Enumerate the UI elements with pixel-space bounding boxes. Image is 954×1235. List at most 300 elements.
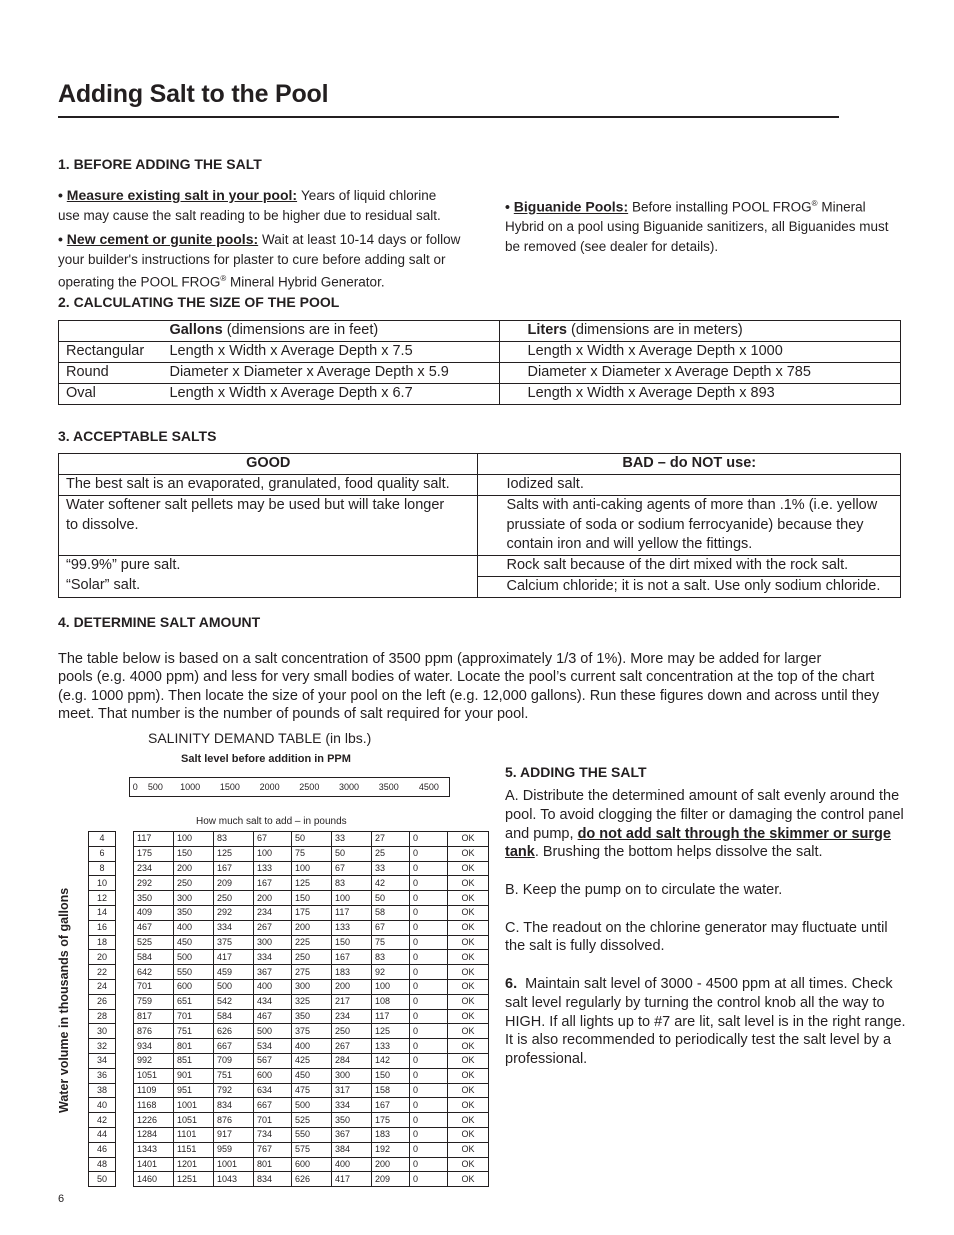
salt-pounds-cell: 1460 xyxy=(134,1172,174,1187)
salt-pounds-cell: OK xyxy=(448,1009,489,1024)
biguanide-paragraph xyxy=(505,194,905,256)
spacer-cell xyxy=(116,832,134,847)
table-row xyxy=(59,576,901,597)
ppm-header-cell: 0 xyxy=(130,778,141,797)
salt-pounds-cell: 834 xyxy=(214,1098,254,1113)
salt-pounds-cell: 67 xyxy=(372,920,410,935)
ppm-header-cell: 1500 xyxy=(210,778,250,797)
salt-pounds-cell: 567 xyxy=(254,1053,292,1068)
salt-pounds-cell: 375 xyxy=(214,935,254,950)
gallons-cell: 46 xyxy=(89,1142,116,1157)
salt-pounds-cell: 792 xyxy=(214,1083,254,1098)
table-row xyxy=(89,1053,489,1068)
table-row xyxy=(89,832,489,847)
table-row xyxy=(59,321,901,342)
table-row xyxy=(89,994,489,1009)
section-4-heading: 4. DETERMINE SALT AMOUNT xyxy=(58,614,261,630)
salt-pounds-cell: 600 xyxy=(292,1157,332,1172)
salt-pounds-cell: 325 xyxy=(292,994,332,1009)
salt-pounds-cell: 375 xyxy=(292,1024,332,1039)
gallons-cell: 44 xyxy=(89,1127,116,1142)
salt-pounds-cell: 200 xyxy=(332,979,372,994)
table-row xyxy=(89,950,489,965)
salt-pounds-cell: OK xyxy=(448,1142,489,1157)
salt-pounds-cell: 525 xyxy=(292,1113,332,1128)
salt-pounds-cell: 500 xyxy=(292,1098,332,1113)
salt-pounds-cell: 167 xyxy=(372,1098,410,1113)
gallons-cell: 12 xyxy=(89,891,116,906)
section-3-heading: 3. ACCEPTABLE SALTS xyxy=(58,428,217,444)
salt-pounds-cell: OK xyxy=(448,1157,489,1172)
salt-pounds-cell: 250 xyxy=(214,891,254,906)
salt-pounds-cell: 400 xyxy=(254,979,292,994)
spacer-cell xyxy=(116,965,134,980)
table-row xyxy=(89,1083,489,1098)
salt-pounds-cell: 183 xyxy=(332,965,372,980)
shape-cell: Rectangular xyxy=(59,342,163,363)
salt-pounds-cell: 175 xyxy=(134,846,174,861)
salt-pounds-cell: 951 xyxy=(174,1083,214,1098)
salt-pounds-cell: 467 xyxy=(254,1009,292,1024)
salt-pounds-cell: 651 xyxy=(174,994,214,1009)
salt-pounds-cell: 267 xyxy=(332,1039,372,1054)
salt-pounds-cell: 100 xyxy=(254,846,292,861)
salt-pounds-cell: 459 xyxy=(214,965,254,980)
salt-pounds-cell: 0 xyxy=(410,1009,448,1024)
salt-pounds-cell: 350 xyxy=(292,1009,332,1024)
salt-pounds-cell: 584 xyxy=(134,950,174,965)
table-row xyxy=(89,846,489,861)
cement-label: New cement or gunite pools: xyxy=(66,231,259,247)
table-row xyxy=(89,861,489,876)
salt-pounds-cell: 1401 xyxy=(134,1157,174,1172)
ppm-header-cell: 4500 xyxy=(409,778,450,797)
salt-pounds-cell: 584 xyxy=(214,1009,254,1024)
gallons-cell: 6 xyxy=(89,846,116,861)
salt-pounds-cell: 0 xyxy=(410,1039,448,1054)
salt-pounds-cell: 417 xyxy=(332,1172,372,1187)
salt-pounds-cell: OK xyxy=(448,965,489,980)
table-row xyxy=(59,454,901,475)
salt-pounds-cell: OK xyxy=(448,846,489,861)
table-row xyxy=(59,384,901,405)
salt-pounds-cell: 876 xyxy=(214,1113,254,1128)
salt-pounds-cell: 400 xyxy=(174,920,214,935)
salt-pounds-cell: OK xyxy=(448,1172,489,1187)
salt-pounds-cell: OK xyxy=(448,1113,489,1128)
salt-pounds-cell: 876 xyxy=(134,1024,174,1039)
gallons-cell: 8 xyxy=(89,861,116,876)
salt-pounds-cell: 75 xyxy=(372,935,410,950)
table-row xyxy=(89,1009,489,1024)
salt-pounds-cell: 0 xyxy=(410,905,448,920)
table-row xyxy=(89,965,489,980)
gallons-cell: 4 xyxy=(89,832,116,847)
salt-pounds-cell: 0 xyxy=(410,994,448,1009)
table-row xyxy=(89,1098,489,1113)
section-2-heading: 2. CALCULATING THE SIZE OF THE POOL xyxy=(58,294,340,310)
salt-pounds-cell: 1001 xyxy=(174,1098,214,1113)
salt-pounds-cell: 133 xyxy=(372,1039,410,1054)
salt-pounds-cell: 300 xyxy=(292,979,332,994)
salt-pounds-cell: 125 xyxy=(372,1024,410,1039)
salt-pounds-cell: 125 xyxy=(214,846,254,861)
salt-pounds-cell: 525 xyxy=(134,935,174,950)
salt-pounds-cell: 642 xyxy=(134,965,174,980)
salt-pounds-cell: OK xyxy=(448,1127,489,1142)
salt-pounds-cell: 901 xyxy=(174,1068,214,1083)
salt-pounds-cell: OK xyxy=(448,861,489,876)
page-title: Adding Salt to the Pool xyxy=(58,80,329,108)
ppm-header-row xyxy=(130,778,450,797)
salt-pounds-cell: 0 xyxy=(410,1083,448,1098)
ppm-header-cell: 3000 xyxy=(329,778,369,797)
salt-pounds-cell: 0 xyxy=(410,1157,448,1172)
bad-cell: Salts with anti-caking agents of more than .1% (i.e. yellow prussiate of soda or sodium ferrocyanide) because they contain iron and will yellow the fittings. xyxy=(478,496,901,556)
spacer-cell xyxy=(116,920,134,935)
salt-pounds-cell: OK xyxy=(448,1068,489,1083)
gallons-cell: 42 xyxy=(89,1113,116,1128)
salt-pounds-cell: 934 xyxy=(134,1039,174,1054)
liters-formula: Diameter x Diameter x Average Depth x 785 xyxy=(499,363,900,384)
salt-pounds-cell: 225 xyxy=(292,935,332,950)
measure-text-1: Years of liquid chlorine xyxy=(300,188,437,203)
salt-pounds-cell: 1151 xyxy=(174,1142,214,1157)
salt-pounds-cell: 0 xyxy=(410,1024,448,1039)
spacer-cell xyxy=(116,950,134,965)
adding-salt-instructions: A. Distribute the determined amount of salt evenly around the pool. To avoid clogging the filter or damaging the control panel and pump, do not add salt through the skimmer or surge tank. Brushing the bottom helps dissolve the salt. B. Keep the pump on to circulate the water. C. The readout on the chlorine generator may fluctuate until the salt is fully dissolved. 6. Maintain salt level of 3000 - 4500 ppm at all times. Check salt level regularly by turning the control knob all the way to HIGH. If all lights up to #7 are lit, salt level is in the right range. It is also recommended to periodically test the salt level by a professional. xyxy=(505,788,906,1068)
salt-pounds-cell: 117 xyxy=(332,905,372,920)
ppm-axis-title: Salt level before addition in PPM xyxy=(181,753,351,765)
table-row xyxy=(89,1024,489,1039)
salt-pounds-cell: 500 xyxy=(254,1024,292,1039)
spacer-cell xyxy=(116,1142,134,1157)
salt-pounds-cell: 1343 xyxy=(134,1142,174,1157)
spacer-cell xyxy=(116,846,134,861)
salt-pounds-cell: 125 xyxy=(292,876,332,891)
salt-pounds-cell: 600 xyxy=(254,1068,292,1083)
salt-pounds-cell: 50 xyxy=(292,832,332,847)
table-row xyxy=(59,342,901,363)
table-row xyxy=(89,920,489,935)
cement-text-3a: operating the POOL FROG xyxy=(58,274,221,290)
salt-pounds-cell: 284 xyxy=(332,1053,372,1068)
salt-pounds-cell: 0 xyxy=(410,935,448,950)
salt-pounds-cell: 751 xyxy=(174,1024,214,1039)
ppm-header-table xyxy=(129,777,450,797)
shape-cell: Oval xyxy=(59,384,163,405)
salt-pounds-cell: 167 xyxy=(214,861,254,876)
row-axis-title: Water volume in thousands of gallons xyxy=(57,887,71,1113)
salt-pounds-cell: 817 xyxy=(134,1009,174,1024)
salt-pounds-cell: 133 xyxy=(254,861,292,876)
salt-pounds-cell: OK xyxy=(448,920,489,935)
spacer-cell xyxy=(116,1113,134,1128)
table-row xyxy=(89,1157,489,1172)
gallons-formula: Diameter x Diameter x Average Depth x 5.9 xyxy=(162,363,499,384)
table-row xyxy=(89,1039,489,1054)
salt-pounds-cell: 550 xyxy=(174,965,214,980)
salt-pounds-cell: 1226 xyxy=(134,1113,174,1128)
salt-pounds-cell: 334 xyxy=(254,950,292,965)
ppm-header-cell: 2500 xyxy=(289,778,329,797)
salt-pounds-cell: 400 xyxy=(292,1039,332,1054)
salt-pounds-cell: 534 xyxy=(254,1039,292,1054)
ppm-header-cell: 3500 xyxy=(369,778,409,797)
salt-pounds-cell: 959 xyxy=(214,1142,254,1157)
salt-pounds-cell: 292 xyxy=(134,876,174,891)
salt-pounds-cell: 150 xyxy=(332,935,372,950)
salt-pounds-cell: 67 xyxy=(332,861,372,876)
salt-pounds-cell: 450 xyxy=(292,1068,332,1083)
salt-pounds-cell: 409 xyxy=(134,905,174,920)
salt-pounds-cell: 300 xyxy=(174,891,214,906)
salt-pounds-cell: 217 xyxy=(332,994,372,1009)
biguanide-text-3: be removed (see dealer for details). xyxy=(505,238,719,254)
salt-pounds-cell: 0 xyxy=(410,1127,448,1142)
spacer-cell xyxy=(116,876,134,891)
ppm-header-cell: 2000 xyxy=(250,778,290,797)
page-number: 6 xyxy=(58,1193,65,1205)
salt-pounds-cell: 0 xyxy=(410,832,448,847)
section-1-heading: 1. BEFORE ADDING THE SALT xyxy=(58,156,262,172)
table-row xyxy=(89,1142,489,1157)
gallons-cell: 10 xyxy=(89,876,116,891)
section-5-heading: 5. ADDING THE SALT xyxy=(505,764,647,780)
salt-pounds-cell: 759 xyxy=(134,994,174,1009)
salt-pounds-cell: 1109 xyxy=(134,1083,174,1098)
salt-pounds-cell: 550 xyxy=(292,1127,332,1142)
salt-pounds-cell: 734 xyxy=(254,1127,292,1142)
bad-cell: Iodized salt. xyxy=(478,475,901,496)
salt-pounds-cell: 434 xyxy=(254,994,292,1009)
salt-pounds-cell: OK xyxy=(448,1053,489,1068)
salt-pounds-cell: 542 xyxy=(214,994,254,1009)
salt-pounds-cell: 667 xyxy=(254,1098,292,1113)
salt-pounds-cell: 450 xyxy=(174,935,214,950)
good-cell: “99.9%” pure salt. xyxy=(59,555,478,576)
salt-pounds-cell: 350 xyxy=(134,891,174,906)
empty-cell xyxy=(59,321,163,342)
salt-pounds-cell: 50 xyxy=(372,891,410,906)
salt-pounds-cell: 851 xyxy=(174,1053,214,1068)
measure-text-2: use may cause the salt reading to be higher due to residual salt. xyxy=(58,207,441,223)
table-row xyxy=(89,935,489,950)
salt-pounds-cell: OK xyxy=(448,950,489,965)
salt-pounds-cell: 1284 xyxy=(134,1127,174,1142)
salt-pounds-cell: 200 xyxy=(174,861,214,876)
salt-pounds-cell: 575 xyxy=(292,1142,332,1157)
ppm-header-cell: 500 xyxy=(140,778,170,797)
salt-pounds-cell: 117 xyxy=(372,1009,410,1024)
salt-pounds-cell: 150 xyxy=(292,891,332,906)
salt-pounds-cell: 83 xyxy=(214,832,254,847)
salt-pounds-cell: 400 xyxy=(332,1157,372,1172)
measure-salt-paragraph xyxy=(58,186,478,225)
salt-pounds-cell: 300 xyxy=(254,935,292,950)
salt-pounds-cell: 425 xyxy=(292,1053,332,1068)
bullet: • xyxy=(58,187,63,203)
salt-pounds-cell: 317 xyxy=(332,1083,372,1098)
salt-pounds-cell: 384 xyxy=(332,1142,372,1157)
salt-pounds-cell: 67 xyxy=(254,832,292,847)
shape-cell: Round xyxy=(59,363,163,384)
salt-pounds-cell: 133 xyxy=(332,920,372,935)
biguanide-text-1b: Mineral xyxy=(821,199,866,215)
salt-pounds-cell: 158 xyxy=(372,1083,410,1098)
spacer-cell xyxy=(116,1127,134,1142)
salt-pounds-cell: 83 xyxy=(372,950,410,965)
salt-pounds-cell: 200 xyxy=(292,920,332,935)
salt-pounds-cell: 0 xyxy=(410,1068,448,1083)
salt-pounds-cell: OK xyxy=(448,1024,489,1039)
salt-pounds-cell: 1101 xyxy=(174,1127,214,1142)
salt-pounds-cell: 75 xyxy=(292,846,332,861)
gallons-header: Gallons (dimensions are in feet) xyxy=(162,321,499,342)
gallons-cell: 18 xyxy=(89,935,116,950)
salt-pounds-cell: 209 xyxy=(214,876,254,891)
salt-pounds-cell: 234 xyxy=(254,905,292,920)
salt-pounds-cell: OK xyxy=(448,905,489,920)
gallons-cell: 40 xyxy=(89,1098,116,1113)
spacer-cell xyxy=(116,891,134,906)
registered-mark: ® xyxy=(220,274,227,283)
salt-pounds-cell: 801 xyxy=(254,1157,292,1172)
spacer-cell xyxy=(116,979,134,994)
ppm-header-cell: 1000 xyxy=(170,778,210,797)
table-row xyxy=(89,979,489,994)
good-cell: The best salt is an evaporated, granulated, food quality salt. xyxy=(59,475,478,496)
gallons-formula: Length x Width x Average Depth x 7.5 xyxy=(162,342,499,363)
gallons-cell: 24 xyxy=(89,979,116,994)
spacer-cell xyxy=(116,994,134,1009)
salt-pounds-cell: 0 xyxy=(410,861,448,876)
bullet: • xyxy=(505,198,510,215)
salt-pounds-cell: 209 xyxy=(372,1172,410,1187)
spacer-cell xyxy=(116,1083,134,1098)
salt-pounds-cell: 0 xyxy=(410,979,448,994)
spacer-cell xyxy=(116,1053,134,1068)
salt-pounds-cell: 0 xyxy=(410,1142,448,1157)
salt-pounds-cell: 350 xyxy=(174,905,214,920)
salt-pounds-cell: 0 xyxy=(410,1172,448,1187)
salt-pounds-cell: 167 xyxy=(254,876,292,891)
table-row xyxy=(89,1127,489,1142)
gallons-cell: 34 xyxy=(89,1053,116,1068)
salt-pounds-cell: 626 xyxy=(292,1172,332,1187)
table-row xyxy=(89,1068,489,1083)
salt-pounds-cell: 58 xyxy=(372,905,410,920)
salt-pounds-cell: 25 xyxy=(372,846,410,861)
salt-pounds-cell: 150 xyxy=(372,1068,410,1083)
table-row xyxy=(89,905,489,920)
liters-header: Liters (dimensions are in meters) xyxy=(499,321,900,342)
bad-header: BAD – do NOT use: xyxy=(478,454,901,475)
salt-pounds-cell: 33 xyxy=(372,861,410,876)
salt-pounds-cell: 0 xyxy=(410,891,448,906)
liters-formula: Length x Width x Average Depth x 1000 xyxy=(499,342,900,363)
salt-pounds-cell: 600 xyxy=(174,979,214,994)
salt-pounds-cell: 1168 xyxy=(134,1098,174,1113)
table-row xyxy=(59,496,901,556)
salt-pounds-cell: 150 xyxy=(174,846,214,861)
table-row xyxy=(59,555,901,576)
bad-cell: Calcium chloride; it is not a salt. Use only sodium chloride. xyxy=(478,576,901,597)
salt-pounds-cell: 667 xyxy=(214,1039,254,1054)
salt-pounds-cell: OK xyxy=(448,832,489,847)
salt-pounds-cell: OK xyxy=(448,891,489,906)
gallons-cell: 22 xyxy=(89,965,116,980)
salt-pounds-cell: 0 xyxy=(410,1113,448,1128)
salt-pounds-cell: 334 xyxy=(332,1098,372,1113)
spacer-cell xyxy=(116,935,134,950)
spacer-cell xyxy=(116,1024,134,1039)
salt-pounds-cell: 767 xyxy=(254,1142,292,1157)
salt-pounds-cell: 108 xyxy=(372,994,410,1009)
salt-pounds-cell: 200 xyxy=(254,891,292,906)
salt-pounds-cell: 142 xyxy=(372,1053,410,1068)
salt-pounds-cell: 0 xyxy=(410,950,448,965)
gallons-cell: 20 xyxy=(89,950,116,965)
biguanide-text-2: Hybrid on a pool using Biguanide sanitizers, all Biguanides must xyxy=(505,219,889,235)
spacer-cell xyxy=(116,905,134,920)
salt-pounds-cell: 992 xyxy=(134,1053,174,1068)
good-cell: “Solar” salt. xyxy=(59,576,478,597)
salt-pounds-cell: OK xyxy=(448,935,489,950)
salt-pounds-cell: 100 xyxy=(332,891,372,906)
salt-pounds-cell: 100 xyxy=(174,832,214,847)
salt-pounds-cell: 100 xyxy=(372,979,410,994)
salt-pounds-cell: 167 xyxy=(332,950,372,965)
registered-mark: ® xyxy=(811,199,818,208)
salt-pounds-cell: 701 xyxy=(174,1009,214,1024)
measure-label: Measure existing salt in your pool: xyxy=(66,187,298,203)
salt-pounds-cell: 709 xyxy=(214,1053,254,1068)
salt-pounds-cell: 92 xyxy=(372,965,410,980)
salt-pounds-cell: 42 xyxy=(372,876,410,891)
cement-text-3b: Mineral Hybrid Generator. xyxy=(230,274,385,290)
salt-pounds-cell: 1051 xyxy=(174,1113,214,1128)
salt-pounds-cell: OK xyxy=(448,994,489,1009)
salt-pounds-cell: 183 xyxy=(372,1127,410,1142)
salt-pounds-cell: 0 xyxy=(410,846,448,861)
salt-pounds-cell: 250 xyxy=(292,950,332,965)
spacer-cell xyxy=(116,1068,134,1083)
gallons-cell: 16 xyxy=(89,920,116,935)
salinity-demand-table xyxy=(88,831,489,1187)
salt-pounds-cell: 1251 xyxy=(174,1172,214,1187)
salt-pounds-cell: 0 xyxy=(410,1053,448,1068)
salt-pounds-cell: 467 xyxy=(134,920,174,935)
salt-pounds-cell: 500 xyxy=(214,979,254,994)
gallons-cell: 14 xyxy=(89,905,116,920)
cement-text-1: Wait at least 10-14 days or follow xyxy=(262,232,461,247)
salt-pounds-cell: 1051 xyxy=(134,1068,174,1083)
chart-title: SALINITY DEMAND TABLE (in lbs.) xyxy=(148,730,372,746)
new-cement-paragraph xyxy=(58,230,478,292)
salt-pounds-cell: 200 xyxy=(372,1157,410,1172)
salt-pounds-cell: 275 xyxy=(292,965,332,980)
salt-pounds-cell: 100 xyxy=(292,861,332,876)
salt-pounds-cell: 634 xyxy=(254,1083,292,1098)
salt-pounds-cell: 300 xyxy=(332,1068,372,1083)
salt-pounds-cell: 1043 xyxy=(214,1172,254,1187)
salt-pounds-cell: 0 xyxy=(410,1098,448,1113)
salt-pounds-cell: 626 xyxy=(214,1024,254,1039)
gallons-cell: 38 xyxy=(89,1083,116,1098)
salt-pounds-cell: 234 xyxy=(134,861,174,876)
table-row xyxy=(89,1172,489,1187)
